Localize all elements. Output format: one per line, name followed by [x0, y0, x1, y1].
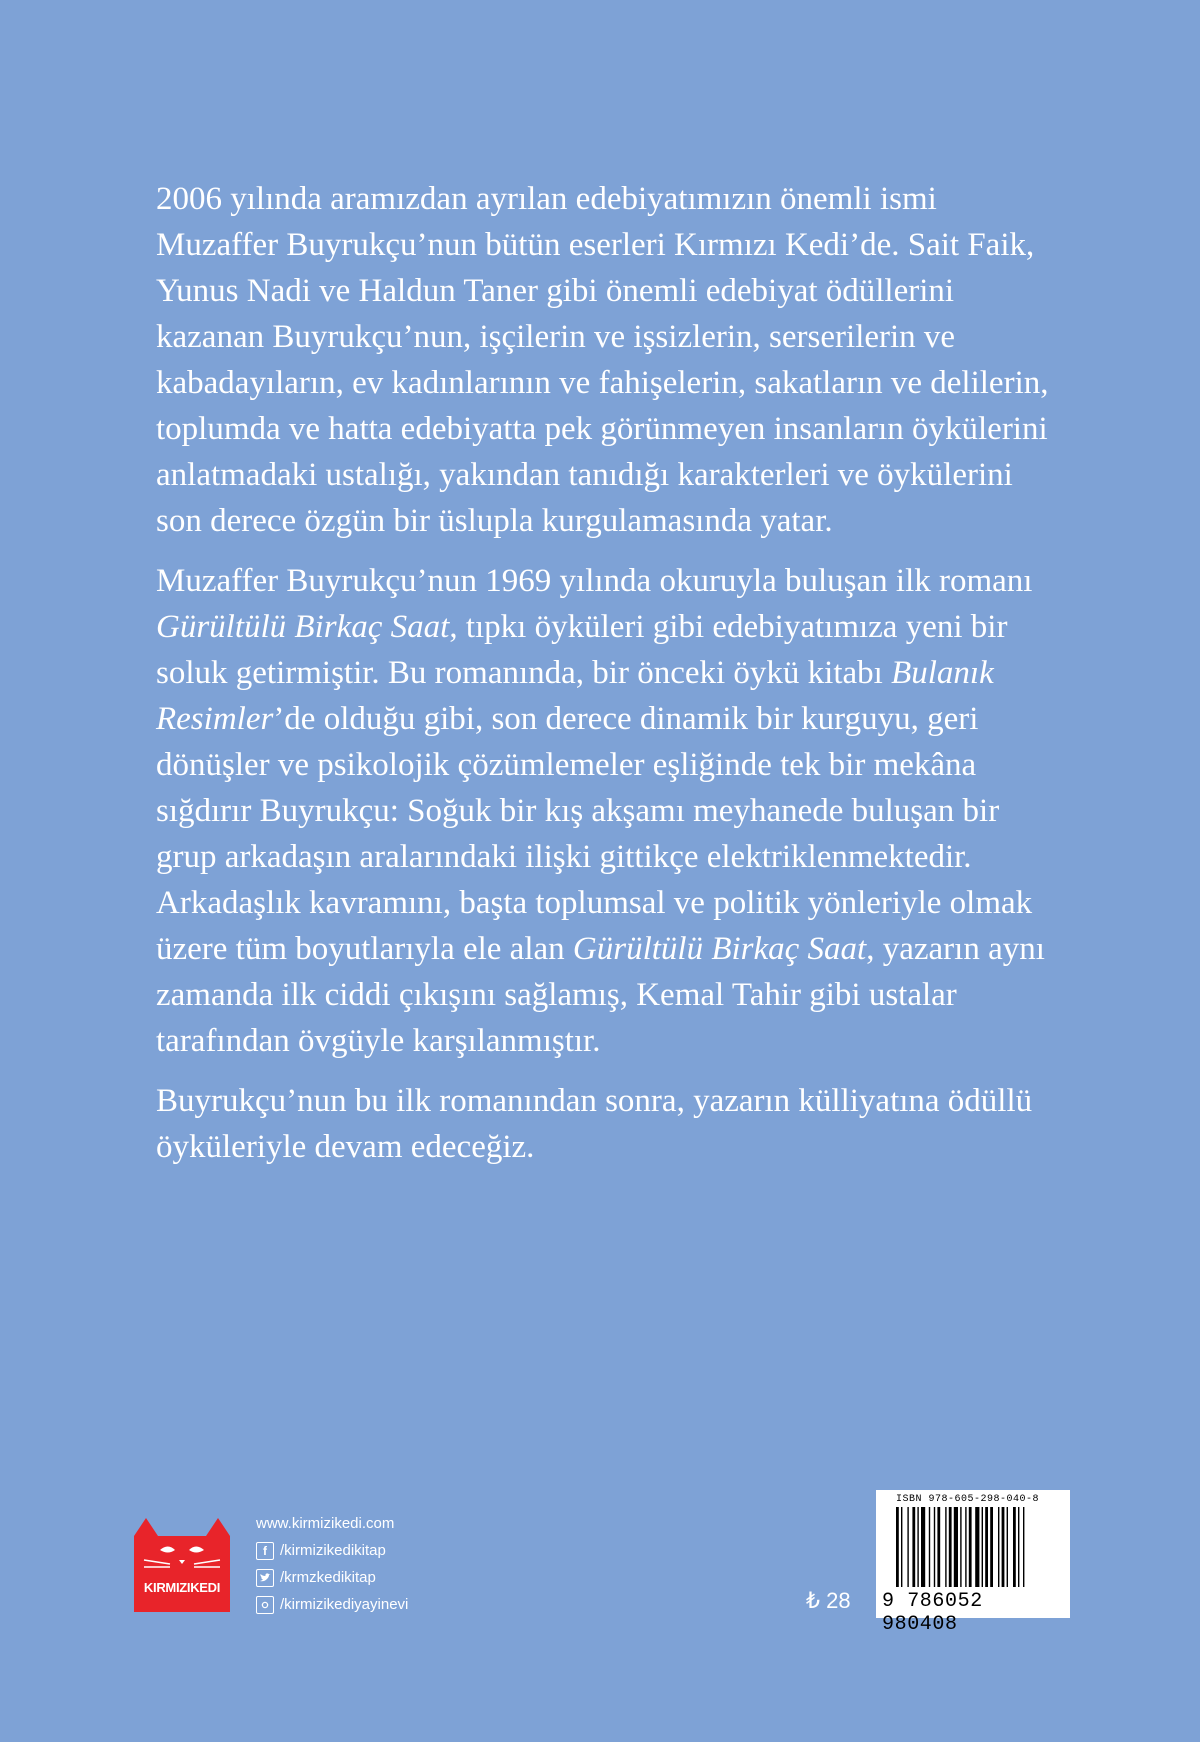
paragraph-2-text: ’de olduğu gibi, son derece dinamik bir kurguyu, geri dönüşler ve psikolojik çözümlemeler eşliğinde tek bir mekâna sığdırır Buyrukçu: Soğuk bir kış akşamı meyhanede buluşan bir grup arkadaşın aralarındaki ilişki gittikçe elektriklenmektedir. Arkadaşlık kavramını, başta toplumsal ve politik yönleriyle olmak üzere tüm boyutlarıyla ele alan	[156, 701, 1033, 967]
paragraph-2-text: , yazarın aynı zamanda ilk ciddi çıkışını sağlamış, Kemal Tahir gibi ustalar tarafından övgüyle karşılanmıştır.	[156, 931, 1045, 1059]
barcode-bar	[985, 1507, 988, 1587]
twitter-icon	[256, 1569, 274, 1587]
paragraph-2-text: Muzaffer Buyrukçu’nun 1969 yılında okuruyla buluşan ilk romanı	[156, 563, 1033, 599]
instagram-icon	[256, 1596, 274, 1614]
novel-title: Gürültülü Birkaç Saat	[156, 609, 450, 645]
barcode-bar	[929, 1507, 930, 1587]
barcode-bar	[990, 1507, 993, 1587]
isbn-digits: 9 786052 980408	[882, 1590, 983, 1636]
description-paragraph-3: Buyrukçu’nun bu ilk romanından sonra, yazarın külliyatına ödüllü öyküleriyle devam edeceğiz.	[156, 1083, 1033, 1165]
barcode-bar	[965, 1507, 966, 1587]
barcode-bar	[982, 1507, 983, 1587]
facebook-row[interactable]	[256, 1537, 408, 1564]
cat-logo-icon	[130, 1514, 234, 1614]
publisher-contacts	[256, 1510, 408, 1618]
barcode-bar	[949, 1507, 952, 1587]
barcode-bar	[975, 1507, 979, 1587]
barcode-bar	[945, 1507, 946, 1587]
barcode-bar	[896, 1507, 899, 1587]
publisher-logo	[130, 1514, 234, 1614]
barcode-bar	[1007, 1507, 1008, 1587]
barcode-bar	[998, 1507, 999, 1587]
barcode-bar	[937, 1507, 940, 1587]
barcode-bar	[917, 1507, 918, 1587]
website-link[interactable]: www.kirmizikedi.com	[256, 1515, 395, 1532]
twitter-handle[interactable]: /krmzkedikitap	[280, 1569, 376, 1586]
barcode-bar	[1013, 1507, 1016, 1587]
barcode-bar	[1023, 1507, 1024, 1587]
barcode-bar	[969, 1507, 972, 1587]
paragraph-2-text: , tıpkı öyküleri gibi edebiyatımıza yeni bir soluk getirmiştir. Bu romanında, bir önceki öykü kitabı	[156, 609, 1008, 691]
isbn-text: ISBN 978-605-298-040-8	[896, 1494, 1040, 1505]
barcode-bar	[907, 1507, 908, 1587]
barcode-bar	[921, 1507, 925, 1587]
novel-title: Gürültülü Birkaç Saat	[572, 931, 867, 967]
instagram-handle[interactable]: /kirmizikediyayinevi	[280, 1596, 409, 1613]
facebook-handle[interactable]: /kirmizikedikitap	[280, 1542, 386, 1559]
barcode-bar	[934, 1507, 935, 1587]
facebook-icon: f	[256, 1542, 274, 1560]
barcode-bar	[960, 1507, 961, 1587]
barcode-bar	[1018, 1507, 1019, 1587]
description-paragraph-2	[156, 558, 1056, 1064]
barcode-bar	[912, 1507, 915, 1587]
twitter-row[interactable]	[256, 1564, 408, 1591]
instagram-row[interactable]	[256, 1591, 408, 1618]
previous-book-title: Bulanık Resimler	[156, 655, 994, 737]
barcode-bar	[901, 1507, 902, 1587]
back-cover-description	[156, 176, 1056, 1184]
barcode-bar	[1002, 1507, 1005, 1587]
isbn-barcode	[876, 1490, 1070, 1636]
website-row[interactable]	[256, 1510, 408, 1537]
barcode-bar	[954, 1507, 958, 1587]
description-paragraph-1: 2006 yılında aramızdan ayrılan edebiyatımızın önemli ismi Muzaffer Buyrukçu’nun bütün eserleri Kırmızı Kedi’de. Sait Faik, Yunus Nadi ve Haldun Taner gibi önemli edebiyat ödüllerini kazanan Buyrukçu’nun, işçilerin ve işsizlerin, serserilerin ve kabadayıların, ev kadınlarının ve fahişelerin, sakatların ve delilerin, toplumda ve hatta edebiyatta pek görünmeyen insanların öykülerini anlatmadaki ustalığı, yakından tanıdığı karakterleri ve öykülerini son derece özgün bir üslupla kurgulamasında yatar.	[156, 181, 1049, 539]
price-label: ₺ 28	[806, 1588, 851, 1613]
barcode-bars	[896, 1507, 1064, 1587]
publisher-logo-text: KIRMIZIKEDI	[143, 1580, 221, 1595]
